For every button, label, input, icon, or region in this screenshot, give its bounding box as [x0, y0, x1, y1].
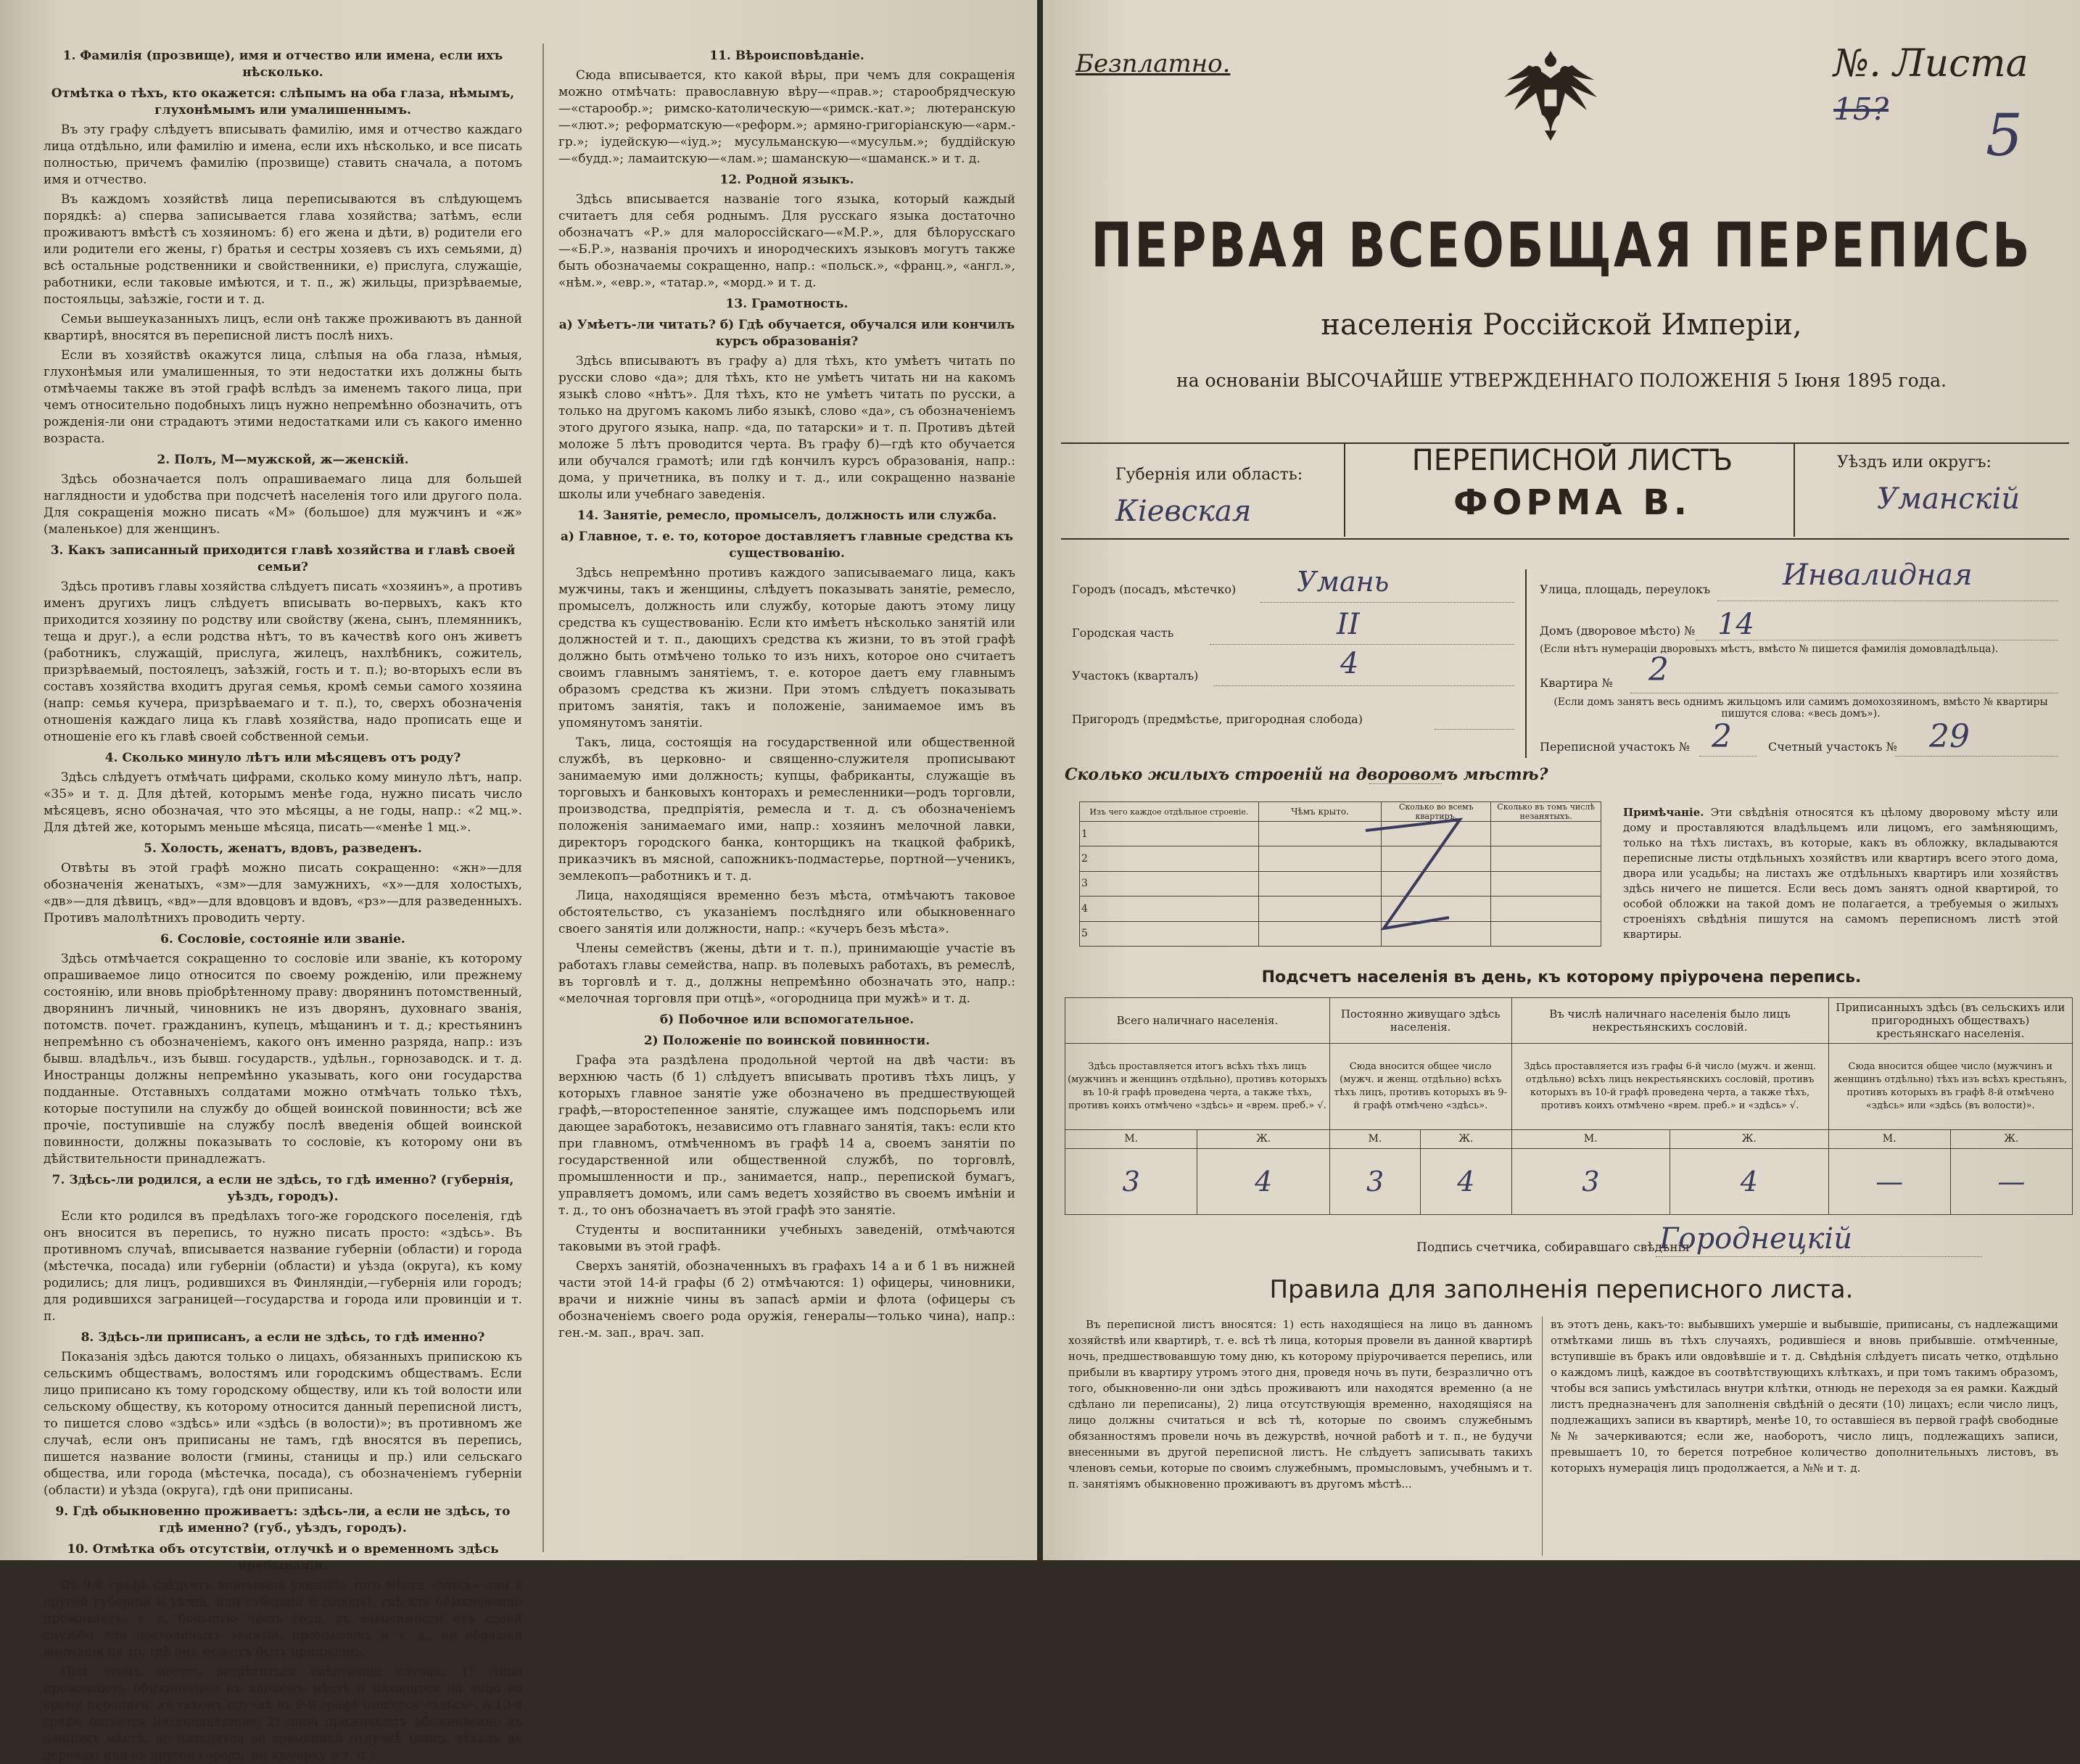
tally-value: — — [1950, 1149, 2072, 1215]
province-value: Кіевская — [1115, 495, 1252, 528]
tally-table — [1065, 997, 2073, 1215]
instruction-paragraph: Сверхъ занятій, обозначенныхъ въ графахъ 14 а и б 1 въ нижней части этой 14-й графы (б 2) отмѣчаются: 1) офицеры, чиновники, врачи и нижніе чины въ запасѣ арміи и флота (офицеры съ обозначеніемъ своего рода оружія, генералы—только чина), напр.: ген.-м. зап., врач. зап. — [558, 1259, 1015, 1340]
buildings-row-number: 4 — [1080, 897, 1259, 921]
instruction-heading: 1. Фамилія (прозвище), имя и отчество или имена, если ихъ нѣсколько. — [62, 49, 503, 80]
instruction-paragraph: Здѣсь непремѣнно противъ каждого записываемаго лица, какъ мужчины, такъ и женщины, слѣдуетъ показывать занятіе, ремесло, промыселъ, должность или службу, которые даютъ этому лицу средства къ существованію. Если кто имѣетъ нѣсколько занятій или должностей и т. п., дающихъ средства къ жизни, то въ этой графѣ должно быть отмѣчено только то изъ нихъ, которое оно считаетъ своимъ главнымъ занятіемъ, т. е. которое даетъ ему главнымъ образомъ средства къ жизни. При этомъ слѣдуетъ показывать притомъ занятія, такъ и положеніе, занимаемое имъ въ упомянутомъ занятіи. — [558, 566, 1015, 730]
tally-value: 4 — [1421, 1149, 1511, 1215]
tally-description: Сюда вносится общее число (мужч. и женщ. отдѣльно) всѣхъ тѣхъ лицъ, противъ которыхъ въ 9-й графѣ отмѣчено «здѣсь». — [1329, 1043, 1511, 1129]
buildings-header: Чѣмъ крыто. — [1258, 802, 1382, 822]
instruction-heading: 11. Вѣроисповѣданіе. — [709, 49, 864, 63]
female-label: Ж. — [1197, 1129, 1329, 1148]
tally-value: — — [1828, 1149, 1950, 1215]
subtitle: населенія Россійской Имперіи, — [1321, 308, 1802, 342]
instruction-heading: а) Умѣетъ-ли читать? б) Гдѣ обучается, обучался или кончилъ курсъ образованія? — [558, 318, 1015, 349]
instruction-paragraph: Здѣсь обозначается полъ опрашиваемаго лица для большей наглядности и удобства при подсчетѣ населенія того или другого пола. Для сокращенія можно писать «М» (большое) для мужчинъ и «ж» (маленькое) для женщинъ. — [44, 472, 522, 537]
instruction-heading: 7. Здѣсь-ли родился, а если не здѣсь, то гдѣ именно? (губернія, уѣздъ, городъ). — [51, 1173, 514, 1204]
instructions-column-1 — [44, 44, 522, 1763]
count-district-label: Счетный участокъ № — [1768, 740, 1897, 754]
instruction-heading: 8. Здѣсь-ли приписанъ, а если не здѣсь, то гдѣ именно? — [81, 1330, 485, 1345]
house-value: 14 — [1717, 608, 1754, 641]
instruction-heading: 5. Холость, женатъ, вдовъ, разведенъ. — [144, 841, 422, 856]
buildings-header: Изъ чего каждое отдѣльное строеніе. — [1080, 802, 1259, 822]
tally-value: 3 — [1065, 1149, 1197, 1215]
instruction-heading: 6. Сословіе, состояніе или званіе. — [160, 932, 405, 947]
buildings-row-number: 2 — [1080, 846, 1259, 871]
instruction-heading: 4. Сколько минуло лѣтъ или мѣсяцевъ отъ роду? — [104, 751, 461, 765]
female-label: Ж. — [1421, 1129, 1511, 1148]
tally-header: Всего наличнаго населенія. — [1065, 998, 1330, 1044]
female-label: Ж. — [1950, 1129, 2072, 1148]
count-district-value: 29 — [1929, 718, 1970, 755]
main-title: ПЕРВАЯ ВСЕОБЩАЯ ПЕРЕПИСЬ — [1091, 210, 2032, 282]
instruction-paragraph: Въ каждомъ хозяйствѣ лица переписываются въ слѣдующемъ порядкѣ: а) сперва записывается глава хозяйства; затѣмъ, если проживаютъ вмѣстѣ съ хозяиномъ: б) его жена и дѣти, в) родители его или родители его жены, г) братья и сестры хозяевъ съ ихъ семьями, д) всѣ остальные родственники и свойственники, е) прислуга, служащіе, работники, если таковые имѣются, и т. п., ж) жильцы, призрѣваемые, постояльцы, заѣзжіе, гости и т. д. — [44, 192, 522, 307]
apartment-note: (Если домъ занятъ весь однимъ жильцомъ или самимъ домохозяиномъ, вмѣсто № квартиры пишутся слова: «весь домъ»). — [1553, 696, 2048, 720]
census-district-value: 2 — [1712, 718, 1732, 755]
district-label: Участокъ (кварталъ) — [1072, 669, 1199, 683]
column-divider — [542, 44, 544, 1552]
instruction-paragraph: Въ 9-й графѣ слѣдуетъ вписывать указаніе того мѣста «здѣсь» или в другой губерніи и уѣзда, или губерніи и города), гдѣ кто обыкновенно проживаетъ, т. е. большую часть года, въ зависимости отъ своей службы или постоянныхъ занятій, промысловъ и т. д., не обращая вниманія на то, гдѣ онъ можетъ быть приписанъ. — [44, 1578, 522, 1660]
instruction-heading: 9. Гдѣ обыкновенно проживаетъ: здѣсь-ли, а если не здѣсь, то гдѣ именно? (губ., уѣздъ, городъ). — [55, 1504, 511, 1536]
signature-label: Подпись счетчика, собиравшаго свѣдѣнія — [1416, 1240, 1690, 1255]
county-value: Уманскій — [1877, 482, 2021, 516]
instruction-paragraph: Если кто родился въ предѣлахъ того-же городского поселенія, гдѣ онъ вносится въ перепись, то нужно писать просто: «здѣсь». Въ противномъ случаѣ, вписывается название губерніи (области) и города (мѣстечка, посада) или губерніи (области) и уѣзда (округа), къ кому родились; для лицъ, родившихся въ Финляндіи,—губернія или городъ; для родившихся заграницей—государства и города или провинціи и т. п. — [44, 1209, 522, 1324]
instruction-paragraph: Здѣсь вписываютъ въ графу а) для тѣхъ, кто умѣетъ читать по русски слово «да»; для тѣхъ, кто не умѣетъ читать ни на какомъ языкѣ слово «нѣтъ». Для тѣхъ, кто не умѣетъ читать по русски, а только на другомъ какомъ либо языкѣ, слово «да», съ обозначеніемъ этого другого языка, напр. «да, по татарски» и т. п. Противъ дѣтей моложе 5 лѣтъ проводится черта. Въ графу б)—гдѣ кто обучается или обучался грамотѣ; или гдѣ кончилъ курсъ образованія, напр.: дома, у причетника, въ полку и т. д., или сокращенно названіе школы или учебнаго заведенія. — [558, 354, 1015, 502]
district-value: 4 — [1340, 647, 1359, 680]
tally-title: Подсчетъ населенія въ день, къ которому пріурочена перепись. — [1261, 968, 1862, 986]
instruction-heading: 2. Полъ, М—мужской, ж—женскій. — [157, 453, 409, 467]
note-title: Примѣчаніе. — [1623, 806, 1704, 819]
note-text: Эти свѣдѣнія относятся къ цѣлому дворовому мѣсту или дому и проставляются владѣльцемъ или лицомъ, его замѣняющимъ, только на тѣхъ листахъ, въ которые, какъ въ обложку, вкладываются переписные листы отдѣльныхъ хозяйствъ или квартиръ всего этого дома, двора или усадьбы; на листахъ же отдѣльныхъ квартиръ или хозяйствъ здѣсь ничего не пишется. Если весь домъ занятъ одной квартирой, то особой обложки на такой домъ не полагается, а требуемыя о жилыхъ строеніяхъ свѣдѣнія пишутся на самомъ переписномъ листѣ этой квартиры. — [1623, 806, 2058, 941]
census-form-page — [1043, 0, 2080, 1560]
form-title: ПЕРЕПИСНОЙ ЛИСТЪ — [1411, 444, 1733, 477]
street-value: Инвалидная — [1783, 559, 1973, 592]
rules-text-left: Въ переписной листъ вносятся: 1) есть находящіеся на лицо въ данномъ хозяйствѣ или квартирѣ, т. е. всѣ тѣ лица, которыя провели въ данной квартирѣ ночь, предшествовавшую тому дню, къ которому пріурочивается перепись, или прибыли въ квартиру утромъ этого дня, проведя ночь въ пути, безразлично отъ того, обыкновенно-ли они здѣсь проживаютъ или находятся временно (а не сдѣлано ли переписаны), 2) лица отсутствующія временно, находящіяся на лицо должны считаться и всѣ тѣ, которые по своимъ служебнымъ обязанностямъ провели ночь въ дежурствѣ, ночной работѣ и т. п., не будучи внесенными въ другой переписной листъ. Не слѣдуетъ записывать такихъ членовъ семьи, которые по своимъ служебнымъ, промысловымъ, учебнымъ и т. п. занятіямъ обыкновенно проживаютъ въ другомъ мѣстѣ... — [1068, 1318, 1532, 1491]
tally-value: 4 — [1197, 1149, 1329, 1215]
buildings-header: Сколько въ томъ числѣ незанятыхъ. — [1491, 802, 1601, 822]
sheet-number-label: №. Листа — [1833, 42, 2029, 86]
male-label: М. — [1828, 1129, 1950, 1148]
tally-value: 3 — [1329, 1149, 1420, 1215]
male-label: М. — [1511, 1129, 1670, 1148]
tally-header: Приписанныхъ здѣсь (въ сельскихъ или пригородныхъ обществахъ) крестьянскаго населенія. — [1828, 998, 2072, 1044]
instruction-heading: 2) Положеніе по воинской повинности. — [643, 1034, 930, 1048]
rules-text-right: въ этотъ день, какъ-то: выбывшихъ умершіе и выбывшіе, приписаны, съ надлежащими отмѣтками лишь въ тѣхъ случаяхъ, родившіеся и вновь прибывшіе. отмѣченные, вступившіе въ бракъ или овдовѣвшіе и т. д. Свѣдѣнія слѣдуетъ писать четко, отдѣльно о каждомъ лицѣ, каждое въ соотвѣтствующихъ клѣткахъ, и при томъ такимъ образомъ, чтобы вся запись умѣстилась внутри клѣтки, отнюдь не переходя за ея рамки. Каждый листъ предназначенъ для заполненія свѣдѣній о десяти (10) лицахъ; если число лицъ, подлежащихъ записи въ квартирѣ, менѣе 10, то оставшіеся въ первой графѣ свободные №№ зачеркиваются; если же, наоборотъ, число лицъ, подлежащихъ записи, превышаетъ 10, то берется потребное количество дополнительныхъ листовъ, въ которыхъ нумерація лицъ продолжается, а №№ и т. д. — [1551, 1318, 2058, 1475]
sheet-number-crossed: 15? — [1833, 91, 1889, 127]
buildings-strike-mark — [1333, 805, 1478, 943]
instruction-heading: 3. Какъ записанный приходится главѣ хозяйства и главѣ своей семьи? — [50, 543, 516, 574]
signature-value: Городнецкій — [1659, 1222, 1852, 1256]
instruction-heading: б) Побочное или вспомогательное. — [659, 1013, 915, 1027]
instruction-paragraph: Здѣсь вписывается названіе того языка, который каждый считаетъ для себя роднымъ. Для русскаго языка достаточно обозначатъ «Р.» для малороссійскаго—«М.Р.», для бѣлорусскаго—«Б.Р.», названія прочихъ и инородческихъ языковъ могутъ также быть обозначаемы сокращенно, напр.: «польск.», «франц.», «англ.», «нѣм.», «евр.», «татар.», «морд.» и т. д. — [558, 192, 1015, 290]
tally-header: Постоянно живущаго здѣсь населенія. — [1329, 998, 1511, 1044]
instruction-heading: 12. Родной языкъ. — [719, 173, 854, 187]
city-value: Умань — [1297, 566, 1390, 598]
instruction-paragraph: Отвѣты въ этой графѣ можно писать сокращенно: «жн»—для обозначенія женатыхъ, «зм»—для замужнихъ, «х»—для холостыхъ, «дв»—для дѣвицъ, «вд»—для вдовцовъ и вдовъ, «рз»—для разведенныхъ. Противъ малолѣтнихъ проводить черту. — [44, 861, 522, 926]
instruction-heading: 13. Грамотность. — [725, 297, 849, 311]
buildings-header: Сколько во всемъ квартиръ. — [1382, 802, 1491, 822]
instruction-heading: Отмѣтка о тѣхъ, кто окажется: слѣпымъ на оба глаза, нѣмымъ, глухонѣмымъ или умалишеннымъ. — [51, 86, 515, 118]
instruction-heading: а) Главное, т. е. то, которое доставляетъ главные средства къ существованію. — [560, 529, 1014, 561]
instruction-paragraph: Такъ, лица, состоящія на государственной или общественной службѣ, въ церковно- и священно-служителя прописывают занимаемую ими должность; купцы, фабриканты, служащіе въ торговыхъ и банковыхъ конторахъ и ремесленники—родъ торговли, производства, предпріятія, ремесла и т. д. съ обозначеніемъ положенія занимаемаго ими, напр.: хозяинъ мелочной лавки, директоръ городского банка, конторщикъ на ткацкой фабрикѣ, приказчикъ въ мясной, сапожникъ-подмастерье, портной—ученикъ, землекопъ—работникъ и т. д. — [558, 735, 1015, 883]
city-part-label: Городская часть — [1072, 626, 1174, 640]
instruction-paragraph: Здѣсь противъ главы хозяйства слѣдуетъ писать «хозяинъ», а противъ именъ другихъ лицъ слѣдуетъ вписывать во-первыхъ, какъ кто приходится хозяину по родству или свойству (жена, сынъ, племянникъ, теща и друг.), а если родства нѣтъ, то въ качествѣ кого онъ живетъ (работникъ, служащій, прислуга, жилецъ, нахлѣбникъ, сожитель, призрѣваемый, постоялецъ, заѣзжій, гость и т. п.); во-вторыхъ если въ составъ хозяйства входитъ другая семья, кромѣ семьи самого хозяина (напр: семья кучера, призрѣваемаго и т. п.), то, сверхъ обозначенія отношенія каждаго лица къ главѣ хозяйства, надо прописать еще и отношеніе его къ главѣ своей собственной семьи. — [44, 580, 522, 744]
census-district-label: Переписной участокъ № — [1540, 740, 1690, 754]
female-label: Ж. — [1670, 1129, 1829, 1148]
instructions-column-2 — [558, 44, 1015, 1546]
free-label: Безплатно. — [1076, 49, 1231, 78]
province-label: Губернія или область: — [1115, 466, 1303, 484]
instruction-paragraph: Лица, находящіяся временно безъ мѣста, отмѣчаютъ таковое обстоятельство, съ указаніемъ послѣдняго или обыкновеннаго своего занятія или должности, напр.: «кучеръ безъ мѣста». — [558, 889, 1015, 936]
buildings-question: Сколько жилыхъ строеній на дворовомъ мѣстѣ? — [1065, 765, 1548, 784]
street-label: Улица, площадь, переулокъ — [1540, 582, 1711, 596]
instruction-paragraph: Семьи вышеуказанныхъ лицъ, если онѣ также проживаютъ въ данной квартирѣ, вносятся въ переписной листъ послѣ нихъ. — [44, 312, 522, 343]
county-label: Уѣздъ или округъ: — [1837, 453, 1992, 471]
instruction-paragraph: Показанія здѣсь даются только о лицахъ, обязанныхъ припискою къ сельскимъ обществамъ, волостямъ или городскимъ обществамъ. Если лицо приписано къ тому городскому обществу, или къ той волости или сельскому обществу, къ которому относится данный переписной листъ, то пишется слово «здѣсь» или «здѣсь (в волости)»; въ противномъ же случаѣ, если онъ приписаны не тамъ, гдѣ вносятся въ перепись, пишется название волости (гмины, станицы и пр.) или сельскаго общества, или города (мѣстечка, посада), съ обозначеніемъ губерніи (области) и уѣзда (округа), гдѣ они приписаны. — [44, 1350, 522, 1498]
house-label: Домъ (дворовое мѣсто) № — [1540, 624, 1696, 638]
instruction-paragraph: Въ эту графу слѣдуетъ вписывать фамилію, имя и отчество каждаго лица отдѣльно, или фамилію и имена, если ихъ нѣсколько, и все писать полностью, причемъ фамилію (прозвище) ставить сначала, а потомъ имя и отчество. — [44, 123, 522, 187]
tally-description: Здѣсь проставляется итогъ всѣхъ тѣхъ лицъ (мужчинъ и женщинъ отдѣльно), противъ которыхъ въ 10-й графѣ проведена черта, а также тѣхъ, противъ коихъ отмѣчено «здѣсь» и «врем. преб.» √. — [1065, 1043, 1330, 1129]
instruction-paragraph: При этомъ могутъ встрѣтиться слѣдующіе случаи: 1) Лица проживаютъ обыкновенно въ данномъ мѣстѣ и находятся на лицо во время переписи: въ такомъ случаѣ въ 9-й графѣ пишется «здѣсь», а 10-я графа остается незаполненною; 2) лица проживаютъ обыкновенно въ данномъ мѣстѣ, но находятся во временной отлучкѣ (напр. уѣхалъ въ деревню или въ другой городъ, на ярмарку и т. п.). — [44, 1665, 522, 1763]
male-label: М. — [1065, 1129, 1197, 1148]
male-label: М. — [1329, 1129, 1420, 1148]
legal-basis: на основаніи ВЫСОЧАЙШЕ УТВЕРЖДЕННАГО ПОЛОЖЕНІЯ 5 Іюня 1895 года. — [1176, 370, 1947, 391]
tally-value: 3 — [1511, 1149, 1670, 1215]
buildings-row-number: 3 — [1080, 871, 1259, 896]
city-label: Городъ (посадъ, мѣстечко) — [1072, 582, 1237, 596]
buildings-row-number: 1 — [1080, 822, 1259, 846]
tally-header: Въ числѣ наличнаго населенія было лицъ некрестьянскихъ сословій. — [1511, 998, 1828, 1044]
instruction-paragraph: Здѣсь слѣдуетъ отмѣчать цифрами, сколько кому минуло лѣтъ, напр. «35» и т. д. Для дѣтей, которымъ менѣе года, нужно писать число мѣсяцевъ, ясно обозначая, что это мѣсяцы, а не годы, напр.: «2 мц.». Для дѣтей же, которымъ меньше мѣсяца, писать—«менѣе 1 мц.». — [44, 770, 522, 835]
instruction-paragraph: Сюда вписывается, кто какой вѣры, при чемъ для сокращенія можно отмѣчать: православную вѣру—«прав.»; старообрядческую—«старообр.»; римско-католическую—«римск.-кат.»; лютеранскую—«лют.»; реформатскую—«реформ.»; армяно-григоріанскую—«арм.-гр.»; іудейскую—«іуд.»; мусульманскую—«мусульм.»; буддійскую—«будд.»; ламаитскую—«лам.»; шаманскую—«шаманск.» и т. д. — [558, 68, 1015, 166]
sheet-number-handwritten: 5 — [1986, 102, 2023, 169]
apartment-label: Квартира № — [1540, 676, 1613, 690]
instruction-paragraph: Здѣсь отмѣчается сокращенно то сословіе или званіе, къ которому опрашиваемое лицо относится по своему рожденію, или прежнему состоянію, или вновь пріобрѣтенному праву: дворянинъ потомственный, дворянинъ личный, чиновникъ не изъ дворянъ, духовнаго званія, потомств. почет. гражданинъ, купецъ, мѣщанинъ и т. д.; крестьянинъ непремѣнно съ обозначеніемъ, какого онъ именно разряда, напр.: изъ бывш. владѣльч., изъ бывш. государств., удѣльн., горнозаводск. и т. д. Иностранцы должны непремѣнно указывать, кого они государства подданные. Отставныхъ солдатами можно отмѣчать только тѣхъ, которые поступили на службу до общей воинской повинности; всѣ же прочіе, поступившіе на службу послѣ введенія общей воинской повинности, должны показывать то сословіе, къ которому они въ дѣйствительности принадлежатъ. — [44, 952, 522, 1166]
city-part-value: II — [1337, 608, 1360, 641]
tally-description: Сюда вносится общее число (мужчинъ и женщинъ отдѣльно) тѣхъ изъ всѣхъ крестьянъ, противъ которыхъ въ графѣ 8-й отмѣчено «здѣсь» или «здѣсь (въ волости)». — [1828, 1043, 2072, 1129]
buildings-row-number: 5 — [1080, 921, 1259, 946]
rules-title: Правила для заполненія переписного листа. — [1269, 1275, 1854, 1304]
instruction-paragraph: Студенты и воспитанники учебныхъ заведеній, отмѣчаются таковыми въ этой графѣ. — [558, 1223, 1015, 1254]
house-note: (Если нѣтъ нумераціи дворовыхъ мѣстъ, вмѣсто № пишется фамилія домовладѣльца). — [1540, 643, 1999, 655]
double-headed-eagle-emblem-icon — [1500, 44, 1601, 152]
form-letter: ФОРМА В. — [1453, 482, 1692, 523]
apartment-value: 2 — [1648, 651, 1669, 688]
tally-description: Здѣсь проставляется изъ графы 6-й число (мужч. и женщ. отдѣльно) всѣхъ лицъ некрестьянскихъ сословій, противъ которыхъ въ 10-й графѣ проведена черта, а также тѣхъ, противъ коихъ отмѣчено «врем. преб.» и «здѣсь» √. — [1511, 1043, 1828, 1129]
left-page — [0, 0, 1037, 1763]
suburb-label: Пригородъ (предмѣстье, пригородная слобода) — [1072, 712, 1363, 726]
tally-value: 4 — [1670, 1149, 1829, 1215]
instruction-paragraph: Если въ хозяйствѣ окажутся лица, слѣпыя на оба глаза, нѣмыя, глухонѣмыя или умалишенныя, то эти недостатки ихъ должны быть отмѣчаемы также въ этой графѣ вслѣдъ за именемъ такого лица, при чемъ относительно подобныхъ лицъ нужно непремѣнно обозначить, отъ рожденія-ли они страдаютъ этими недостатками или съ какого именно возраста. — [44, 348, 522, 446]
instruction-paragraph: Члены семействъ (жены, дѣти и т. п.), принимающіе участіе въ работахъ главы семейства, напр. въ полевыхъ работахъ, въ ремеслѣ, въ торговлѣ и т. д., должны непремѣнно обозначать это, напр.: «мелочная торговля при отцѣ», «огородница при мужѣ» и т. д. — [558, 941, 1015, 1006]
instruction-paragraph: Графа эта раздѣлена продольной чертой на двѣ части: въ верхнюю часть (б 1) слѣдуетъ вписывать противъ тѣхъ лицъ, у которыхъ главное занятіе уже обозначено въ предшествующей графѣ,—второстепенное занятіе, служащее имъ подспорьемъ или дающее заработокъ, независимо отъ главнаго занятія, такъ: если кто при главномъ, отмѣченномъ въ графѣ 14 а, своемъ занятіи по государственной или общественной службѣ, по торговлѣ, промышленности и пр., занимается, напр., перепиской бумагъ, управляетъ домомъ, или самъ ведетъ хозяйство въ своемъ имѣніи и т. д., то онъ обозначаетъ въ этой графѣ это занятіе. — [558, 1053, 1015, 1218]
instruction-heading: 14. Занятіе, ремесло, промыселъ, должность или служба. — [577, 508, 997, 523]
instruction-heading: 10. Отмѣтка объ отсутствіи, отлучкѣ и о временномъ здѣсь пребываніи. — [67, 1542, 499, 1573]
